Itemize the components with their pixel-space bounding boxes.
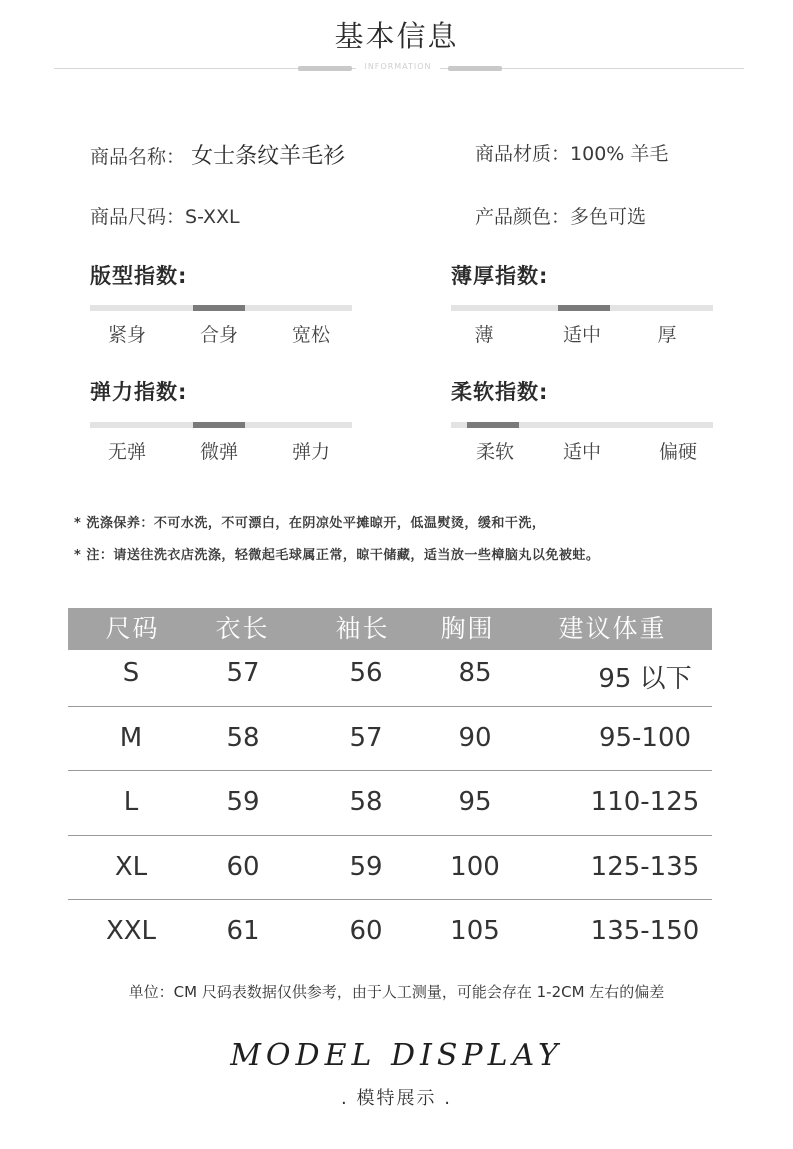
- cell-size: XL: [114, 851, 148, 882]
- table-row-divider: [68, 899, 712, 900]
- cell-length: 61: [226, 916, 260, 946]
- fit-index-title: 版型指数:: [90, 264, 188, 288]
- cell-length: 60: [226, 851, 260, 882]
- fit-index-track: [90, 305, 352, 311]
- cell-weight: 110-125: [590, 787, 700, 817]
- cell-chest: 85: [458, 658, 492, 688]
- header-subtitle: INFORMATION: [356, 62, 440, 71]
- model-display-title: MODEL DISPLAY: [230, 1038, 563, 1073]
- cell-weight: 125-135: [590, 851, 700, 882]
- cell-length: 57: [226, 658, 260, 688]
- product-name-label: 商品名称：: [90, 146, 186, 168]
- care-note: * 注：请送往洗衣店洗涤，轻微起毛球属正常，晾干储藏，适当放一些樟脑丸以免被蛀。: [74, 548, 600, 563]
- fit-label-loose: 宽松: [291, 324, 330, 346]
- th-weight: 建议体重: [558, 614, 667, 643]
- thickness-index-title: 薄厚指数:: [451, 264, 549, 288]
- product-material-label: 商品材质：: [475, 143, 571, 165]
- product-material-value: 100% 羊毛: [570, 143, 669, 165]
- cell-weight: 135-150: [590, 916, 700, 946]
- cell-length: 59: [226, 787, 260, 817]
- cell-size: XXL: [105, 916, 157, 946]
- cell-sleeve: 56: [349, 658, 383, 688]
- cell-sleeve: 60: [349, 916, 383, 946]
- elasticity-index-track: [90, 422, 352, 428]
- softness-label-stiff: 偏硬: [658, 441, 697, 463]
- product-color-value: 多色可选: [570, 206, 647, 228]
- thickness-label-medium: 适中: [562, 324, 601, 346]
- header-bar-right: [448, 66, 502, 71]
- th-chest: 胸围: [440, 614, 495, 643]
- elasticity-label-none: 无弹: [107, 441, 146, 463]
- softness-index-marker: [467, 422, 519, 428]
- elasticity-index-title: 弹力指数:: [90, 380, 188, 404]
- product-size-value: S-XXL: [185, 206, 240, 228]
- product-name-value: 女士条纹羊毛衫: [191, 144, 346, 169]
- elasticity-index-marker: [193, 422, 245, 428]
- elasticity-label-stretch: 弹力: [291, 441, 330, 463]
- product-size-label: 商品尺码：: [90, 206, 186, 228]
- product-color: [475, 202, 646, 229]
- cell-sleeve: 58: [349, 787, 383, 817]
- softness-index-title: 柔软指数:: [451, 380, 549, 404]
- header-bar-left: [298, 66, 352, 71]
- fit-index-marker: [193, 305, 245, 311]
- th-length: 衣长: [215, 614, 270, 643]
- table-row-divider: [68, 835, 712, 836]
- cell-sleeve: 57: [349, 722, 383, 753]
- fit-label-regular: 合身: [199, 324, 238, 346]
- cell-chest: 100: [450, 851, 500, 882]
- table-row-divider: [68, 770, 712, 771]
- wash-note: * 洗涤保养：不可水洗，不可漂白，在阴凉处平摊晾开，低温熨烫，缓和干洗，: [74, 516, 546, 531]
- thickness-index-track: [451, 305, 713, 311]
- cell-chest: 95: [458, 787, 492, 817]
- th-size: 尺码: [105, 614, 160, 643]
- softness-index-track: [451, 422, 713, 428]
- softness-label-medium: 适中: [562, 441, 601, 463]
- thickness-label-thin: 薄: [474, 324, 494, 346]
- cell-size: M: [119, 722, 143, 753]
- fit-label-tight: 紧身: [107, 324, 146, 346]
- softness-label-soft: 柔软: [475, 441, 514, 463]
- cell-weight: 95 以下: [598, 664, 692, 694]
- th-sleeve: 袖长: [335, 614, 390, 643]
- elasticity-label-slight: 微弹: [199, 441, 238, 463]
- cell-weight: 95-100: [598, 722, 692, 753]
- product-name: [90, 139, 345, 170]
- thickness-label-thick: 厚: [657, 324, 677, 346]
- product-size: [90, 202, 240, 229]
- unit-note: 单位：CM 尺码表数据仅供参考，由于人工测量，可能会存在 1-2CM 左右的偏差: [128, 983, 665, 1001]
- cell-sleeve: 59: [349, 851, 383, 882]
- cell-chest: 90: [458, 722, 492, 753]
- product-color-label: 产品颜色：: [475, 206, 571, 228]
- page-title: 基本信息: [334, 19, 459, 53]
- table-row-divider: [68, 706, 712, 707]
- cell-size: S: [122, 658, 140, 688]
- cell-chest: 105: [450, 916, 500, 946]
- thickness-index-marker: [558, 305, 610, 311]
- model-display-subtitle: . 模特展示 .: [341, 1088, 452, 1109]
- cell-size: L: [123, 787, 139, 817]
- cell-length: 58: [226, 722, 260, 753]
- product-material: [475, 139, 668, 166]
